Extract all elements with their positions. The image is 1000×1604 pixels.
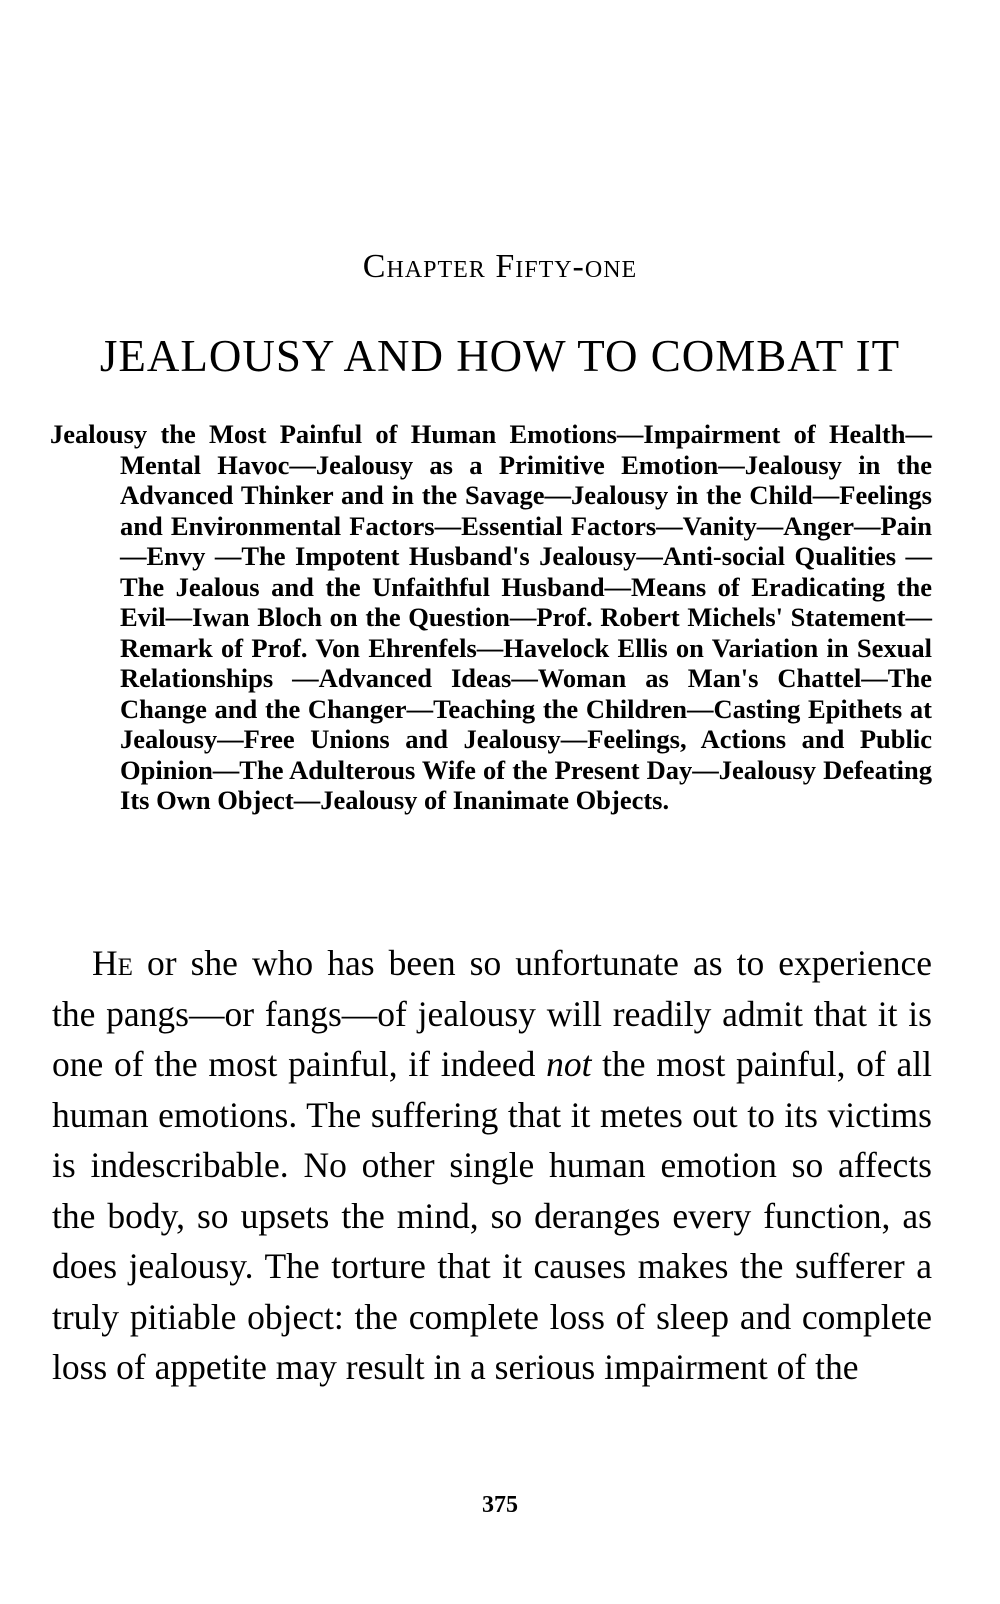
- paragraph-lead-word: He: [92, 943, 133, 983]
- paragraph-text-part-1: or she who has been so unfortunate as to experience the pangs—or fangs—of jealousy will readily admit that it is one of the most painful, if indeed: [52, 943, 932, 1084]
- chapter-title: JEALOUSY AND HOW TO COMBAT IT: [99, 331, 901, 381]
- chapter-synopsis: Jealousy the Most Painful of Human Emotions—Impairment of Health—Mental Havoc—Jealousy as a Primitive Emotion—Jealousy in the Advanced Thinker and in the Savage—Jealousy in the Child—Feelings and Environmental Factors—Essential Factors—Vanity—Anger—Pain—Envy —The Impotent Husband's Jealousy—Anti-social Qualities —The Jealous and the Unfaithful Husband—Means of Eradicating the Evil—Iwan Bloch on the Question—Prof. Robert Michels' Statement—Remark of Prof. Von Ehrenfels—Havelock Ellis on Variation in Sexual Relationships —Advanced Ideas—Woman as Man's Chattel—The Change and the Changer—Teaching the Children—Casting Epithets at Jealousy—Free Unions and Jealousy—Feelings, Actions and Public Opinion—The Adulterous Wife of the Present Day—Jealousy Defeating Its Own Object—Jealousy of Inanimate Objects.: [50, 419, 932, 815]
- chapter-label: Chapter Fifty-one: [362, 248, 638, 285]
- paragraph-text-part-2: the most painful, of all human emotions. The suffering that it metes out to its victims is indescribable. No other single human emotion so affects the body, so upsets the mind, so deranges every function, as does jealousy. The torture that it causes makes the sufferer a truly pitiable object: the complete loss of sleep and complete loss of appetite may result in a serious impairment of the: [52, 1044, 932, 1387]
- body-paragraph: [52, 938, 932, 1393]
- emphasized-word: not: [546, 1044, 592, 1084]
- page-number: 375: [482, 1492, 518, 1518]
